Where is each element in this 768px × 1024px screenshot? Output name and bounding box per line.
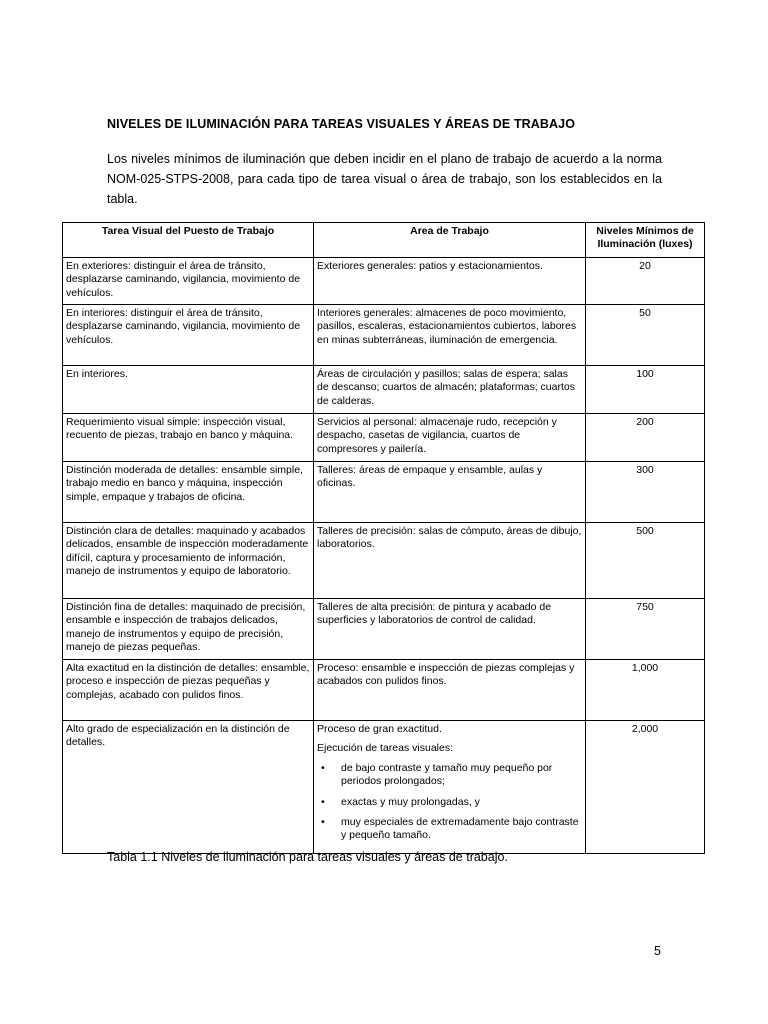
table-row <box>63 258 705 305</box>
task-cell: En exteriores: distinguir el área de tránsito, desplazarse caminando, vigilancia, movimiento de vehículos. <box>63 258 314 305</box>
task-cell: Distinción moderada de detalles: ensamble simple, trabajo medio en banco y máquina, inspección simple, empaque y trabajos de oficina. <box>63 462 314 523</box>
lux-cell: 500 <box>586 523 705 599</box>
area-line: Proceso de gran exactitud. <box>317 723 442 735</box>
task-cell: Alta exactitud en la distinción de detalles: ensamble, proceso e inspección de piezas pequeñas y complejas, acabado con pulidos finos. <box>63 660 314 721</box>
table-row <box>63 366 705 414</box>
table-row <box>63 660 705 721</box>
area-cell: Exteriores generales: patios y estacionamientos. <box>314 258 586 305</box>
task-cell: Alto grado de especialización en la distinción de detalles. <box>63 721 314 854</box>
page-number: 5 <box>654 944 661 958</box>
area-cell: Interiores generales: almacenes de poco movimiento, pasillos, escaleras, estacionamientos cubiertos, labores en minas subterráneas, iluminación de emergencia. <box>314 305 586 366</box>
area-cell: Talleres: áreas de empaque y ensamble, aulas y oficinas. <box>314 462 586 523</box>
list-item <box>317 762 582 789</box>
lux-cell: 2,000 <box>586 721 705 854</box>
bullet-icon: • <box>321 761 325 774</box>
area-cell: Talleres de alta precisión: de pintura y acabado de superficies y laboratorios de control de calidad. <box>314 599 586 660</box>
area-cell: Servicios al personal: almacenaje rudo, recepción y despacho, casetas de vigilancia, cuartos de compresores y pailería. <box>314 414 586 462</box>
header-area: Area de Trabajo <box>314 223 586 258</box>
bullet-icon: • <box>321 816 325 829</box>
list-item <box>317 796 582 809</box>
lux-cell: 200 <box>586 414 705 462</box>
bullet-text: muy especiales de extremadamente bajo contraste y pequeño tamaño. <box>341 816 579 842</box>
table-row <box>63 462 705 523</box>
document-heading: NIVELES DE ILUMINACIÓN PARA TAREAS VISUALES Y ÁREAS DE TRABAJO <box>107 117 576 131</box>
lux-cell: 100 <box>586 366 705 414</box>
area-cell <box>314 721 586 854</box>
illumination-table <box>62 222 705 854</box>
table-row <box>63 599 705 660</box>
table-row <box>63 523 705 599</box>
lux-cell: 1,000 <box>586 660 705 721</box>
table-row <box>63 305 705 366</box>
lux-cell: 20 <box>586 258 705 305</box>
area-cell: Proceso: ensamble e inspección de piezas complejas y acabados con pulidos finos. <box>314 660 586 721</box>
bullet-list <box>317 762 582 843</box>
table-row <box>63 414 705 462</box>
area-line: Ejecución de tareas visuales: <box>317 742 453 755</box>
area-cell: Talleres de precisión: salas de cómputo, áreas de dibujo, laboratorios. <box>314 523 586 599</box>
bullet-text: exactas y muy prolongadas, y <box>341 795 480 808</box>
bullet-icon: • <box>321 795 325 808</box>
task-cell: En interiores: distinguir el área de tránsito, desplazarse caminando, vigilancia, movimiento de vehículos. <box>63 305 314 366</box>
lux-cell: 300 <box>586 462 705 523</box>
header-lux: Niveles Mínimos de Iluminación (luxes) <box>586 223 705 258</box>
area-cell: Áreas de circulación y pasillos; salas de espera; salas de descanso; cuartos de almacén; plataformas; cuartos de calderas. <box>314 366 586 414</box>
table-header-row <box>63 223 705 258</box>
task-cell: En interiores. <box>63 366 314 414</box>
lux-cell: 50 <box>586 305 705 366</box>
list-item <box>317 816 582 843</box>
task-cell: Distinción fina de detalles: maquinado de precisión, ensamble e inspección de trabajos delicados, manejo de instrumentos y equipo de precisión, manejo de piezas pequeñas. <box>63 599 314 660</box>
task-cell: Distinción clara de detalles: maquinado y acabados delicados, ensamble de inspección moderadamente difícil, captura y procesamiento de información, manejo de instrumentos y equipo de laboratorio. <box>63 523 314 599</box>
bullet-text: de bajo contraste y tamaño muy pequeño por periodos prolongados; <box>341 761 553 788</box>
table-row <box>63 721 705 854</box>
lux-cell: 750 <box>586 599 705 660</box>
table-caption: Tabla 1.1 Niveles de iluminación para tareas visuales y áreas de trabajo. <box>107 850 508 864</box>
task-cell: Requerimiento visual simple: inspección visual, recuento de piezas, trabajo en banco y máquina. <box>63 414 314 462</box>
header-task: Tarea Visual del Puesto de Trabajo <box>63 223 314 258</box>
intro-paragraph: Los niveles mínimos de iluminación que deben incidir en el plano de trabajo de acuerdo a la norma NOM-025-STPS-2008, para cada tipo de tarea visual o área de trabajo, son los establecidos en la tabla. <box>107 152 662 206</box>
